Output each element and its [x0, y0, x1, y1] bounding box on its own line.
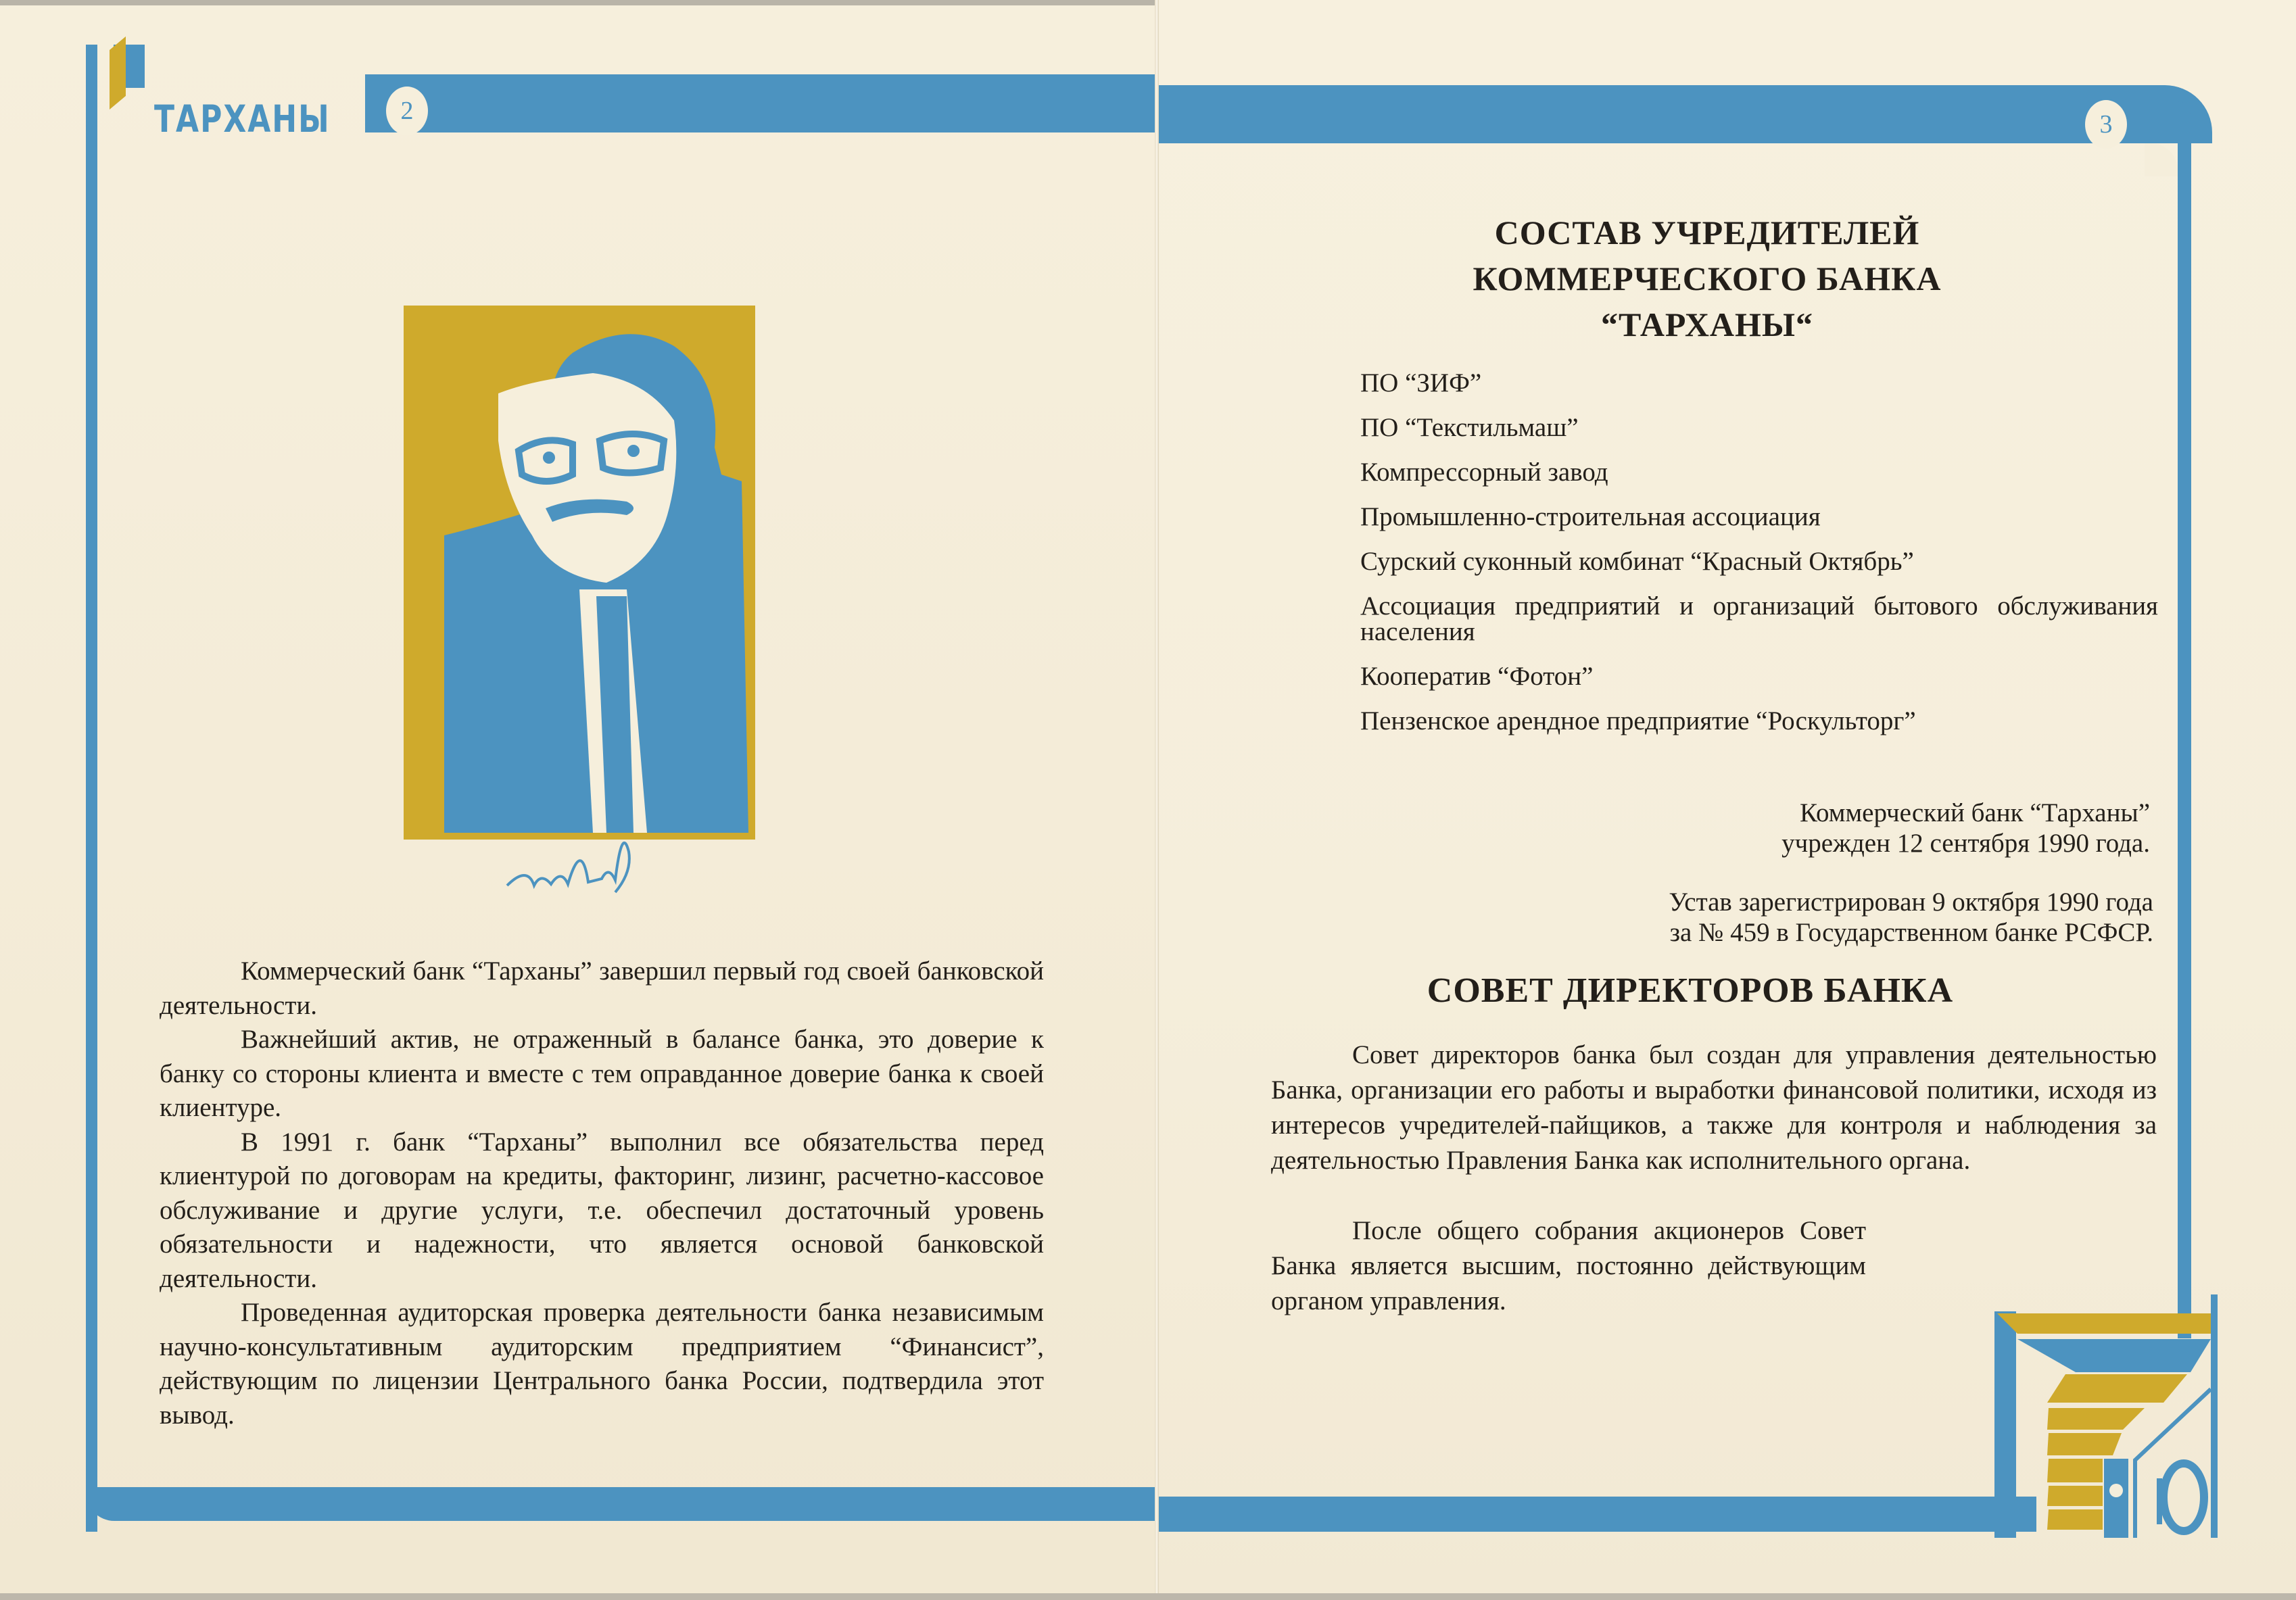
portrait-graphic [404, 306, 755, 840]
founder-item: ПО “ЗИФ” [1360, 368, 1482, 397]
board-text [1271, 1038, 2157, 1178]
intro-paragraph: Коммерческий банк “Тарханы” завершил первый год своей банковской деятельности. [160, 956, 1044, 1020]
founders-title-line: “ТАРХАНЫ“ [1600, 306, 1814, 343]
charter-line: Устав зарегистрирован 9 октября 1990 года [1669, 888, 2153, 917]
page-number-left: 2 [386, 87, 428, 135]
header-bar-right [1157, 85, 2212, 143]
founders-title-line: КОММЕРЧЕСКОГО БАНКА [1473, 260, 1942, 297]
founder-item: Ассоциация предприятий и организаций бытового обслуживания населения [1360, 591, 2158, 646]
founder-item: Пензенское арендное предприятие “Роскульторг” [1360, 706, 1916, 735]
board-title: СОВЕТ ДИРЕКТОРОВ БАНКА [1427, 971, 1954, 1010]
frame-bottom-rule-left [86, 1487, 1156, 1521]
founding-date-note [1555, 798, 2150, 858]
intro-paragraph: Проведенная аудиторская проверка деятельности банка независимым научно-консультативным аудиторским предприятием “Финансист”, действующим по лицензии Центрального банка России, подтвердила этот вывод. [160, 1298, 1044, 1430]
founder-item: ПО “Текстильмаш” [1360, 413, 1579, 442]
founder-item: Сурский суконный комбинат “Красный Октябрь” [1360, 547, 1914, 576]
board-paragraph: После общего собрания акционеров Совет Банка является высшим, постоянно действующим органом управления. [1271, 1216, 1866, 1315]
intro-paragraph: В 1991 г. банк “Тарханы” выполнил все обязательства перед клиентурой по договорам на кредиты, факторинг, лизинг, расчетно-кассовое обслуживание и другие услуги, т.е. обеспечил достаточный уровень обязательности и надежности, что является основой банковской деятельности. [160, 1127, 1044, 1293]
frame-right-rule [2178, 101, 2191, 1338]
intro-paragraph: Важнейший актив, не отраженный в балансе банка, это доверие к банку со стороны клиента и вместе с тем оправданное доверие банка к своей клиентуре. [160, 1025, 1044, 1122]
spine-fold [1155, 0, 1159, 1600]
founders-title-line: СОСТАВ УЧРЕДИТЕЛЕЙ [1494, 214, 1920, 251]
intro-text [160, 954, 1044, 1432]
founder-item: Промышленно-строительная ассоциация [1360, 502, 1821, 531]
charter-line: за № 459 в Государственном банке РСФСР. [1669, 918, 2153, 947]
frame-bottom-rule-right [1157, 1497, 2036, 1532]
charter-registration-note [1487, 887, 2153, 948]
logo-text: ТАРХАНЫ [154, 98, 331, 141]
founder-item: Компрессорный завод [1360, 458, 1608, 487]
page-number-right: 3 [2085, 100, 2127, 149]
scan-edge-bottom [0, 1593, 2296, 1600]
board-text-2 [1271, 1213, 1866, 1319]
founders-list [1360, 370, 2158, 753]
founding-line: учрежден 12 сентября 1990 года. [1781, 829, 2150, 858]
founder-item: Кооператив “Фотон” [1360, 662, 1594, 691]
header-bar-left [365, 74, 1157, 132]
frame-left-rule [86, 45, 97, 1532]
founders-title [1285, 210, 2130, 347]
bank-vault-icon [1994, 1294, 2218, 1538]
board-paragraph: Совет директоров банка был создан для управления деятельностью Банка, организации его работы и выработки финансовой политики, исходя из интересов учредителей-пайщиков, а также для контроля и наблюдения за деятельностью Правления Банка как исполнительного органа. [1271, 1040, 2157, 1175]
logo-yellow-fold [110, 37, 126, 110]
founding-line: Коммерческий банк “Тарханы” [1799, 798, 2150, 827]
director-portrait-icon [404, 306, 755, 840]
signature-icon [487, 811, 669, 906]
